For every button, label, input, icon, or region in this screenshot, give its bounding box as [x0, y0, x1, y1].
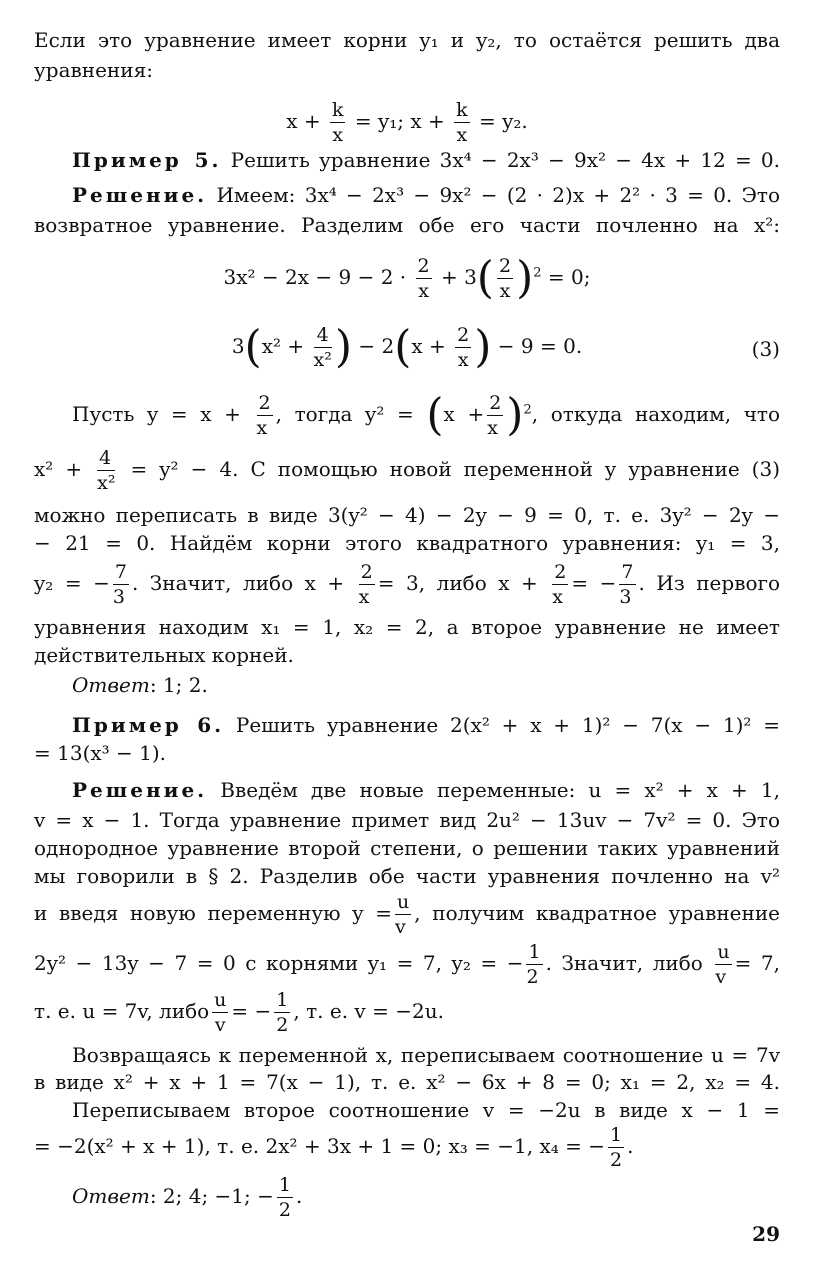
text-line: Пусть y = x + $\frac{2}{x}$ , тогда y² = (x + $\frac{2}{x}$ )$^2$, откуда находим, что [72, 389, 781, 441]
text-line: можно переписать в виде 3(y² − 4) − 2y − 9 = 0, т. е. 3y² − 2y − [34, 503, 780, 527]
text-line: v = x − 1. Тогда уравнение примет вид 2u² − 13uv − 7v² = 0. Это [34, 808, 780, 832]
page-number: 29 [752, 1222, 780, 1246]
answer-5: Ответ: 1; 2. [72, 673, 208, 697]
text-line: Если это уравнение имеет корни y₁ и y₂, то остаётся решить два [34, 28, 780, 52]
text-line: мы говорили в § 2. Разделив обе части уравнения почленно на v² [34, 864, 780, 888]
text-line: x² + $\frac{4}{\text{x²}}$ = y² − 4. С помощью новой переменной y уравнение (3) [34, 447, 781, 494]
text-line: − 21 = 0. Найдём корни этого квадратного уравнения: y₁ = 3, [34, 531, 780, 555]
text-line: y₂ = − $\frac{7}{3}$ . Значит, либо x + $\frac{2}{x}$ = 3, либо x + $\frac{2}{x}$ = − $\frac{7}{3}$ . Из первого [34, 561, 781, 608]
text-line: и введя новую переменную y = $\frac{u}{v}$ , получим квадратное уравнение [34, 891, 781, 938]
answer-6: Ответ: 2; 4; −1; − $\frac{1}{2}$ . [72, 1174, 303, 1221]
equation-number: (3) [751, 337, 780, 361]
text-line: уравнения: [34, 58, 153, 82]
text-line: = 13(x³ − 1). [34, 741, 167, 765]
text-line: 2y² − 13y − 7 = 0 с корнями y₁ = 7, y₂ = − $\frac{1}{2}$ . Значит, либо $\frac{u}{v}$ = 7, [34, 941, 780, 988]
text-line: Переписываем второе соотношение v = −2u в виде x − 1 = [72, 1098, 780, 1122]
text-line: возвратное уравнение. Разделим обе его части почленно на x²: [34, 213, 780, 237]
example-5-heading: Пример 5. Решить уравнение 3x⁴ − 2x³ − 9x² − 4x + 12 = 0. [72, 148, 780, 172]
equation-3: 3(x² + $\frac{4}{\text{x²}}$ ) − 2(x + $\frac{2}{x}$ ) − 9 = 0. (3) [231, 321, 780, 373]
text-line: = −2(x² + x + 1), т. е. 2x² + 3x + 1 = 0; x₃ = −1, x₄ = − $\frac{1}{2}$ . [34, 1124, 634, 1171]
text-line: т. е. u = 7v, либо $\frac{u}{v}$ = − $\frac{1}{2}$ , т. е. v = −2u. [34, 989, 444, 1036]
text-line: в виде x² + x + 1 = 7(x − 1), т. е. x² − 6x + 8 = 0; x₁ = 2, x₂ = 4. [34, 1070, 780, 1094]
text-line: однородное уравнение второй степени, о решении таких уравнений [34, 836, 780, 860]
equation-2: 3x² − 2x − 9 − 2 · $\frac{2}{x}$ + 3( $\frac{2}{x}$ )$^2$ = 0; [223, 252, 591, 304]
text-line: Возвращаясь к переменной x, переписываем соотношение u = 7v [72, 1043, 780, 1067]
solution-5-line: Решение. Имеем: 3x⁴ − 2x³ − 9x² − (2 · 2)x + 2² · 3 = 0. Это [72, 183, 780, 207]
example-6-heading: Пример 6. Решить уравнение 2(x² + x + 1)² − 7(x − 1)² = [72, 713, 780, 737]
text-line: уравнения находим x₁ = 1, x₂ = 2, а второе уравнение не имеет [34, 615, 780, 639]
solution-6-line: Решение. Введём две новые переменные: u = x² + x + 1, [72, 778, 781, 802]
text-line: действительных корней. [34, 643, 294, 667]
equation-1: x + $\frac{k}{x}$ = y₁; x + $\frac{k}{x}$ = y₂. [286, 99, 528, 146]
